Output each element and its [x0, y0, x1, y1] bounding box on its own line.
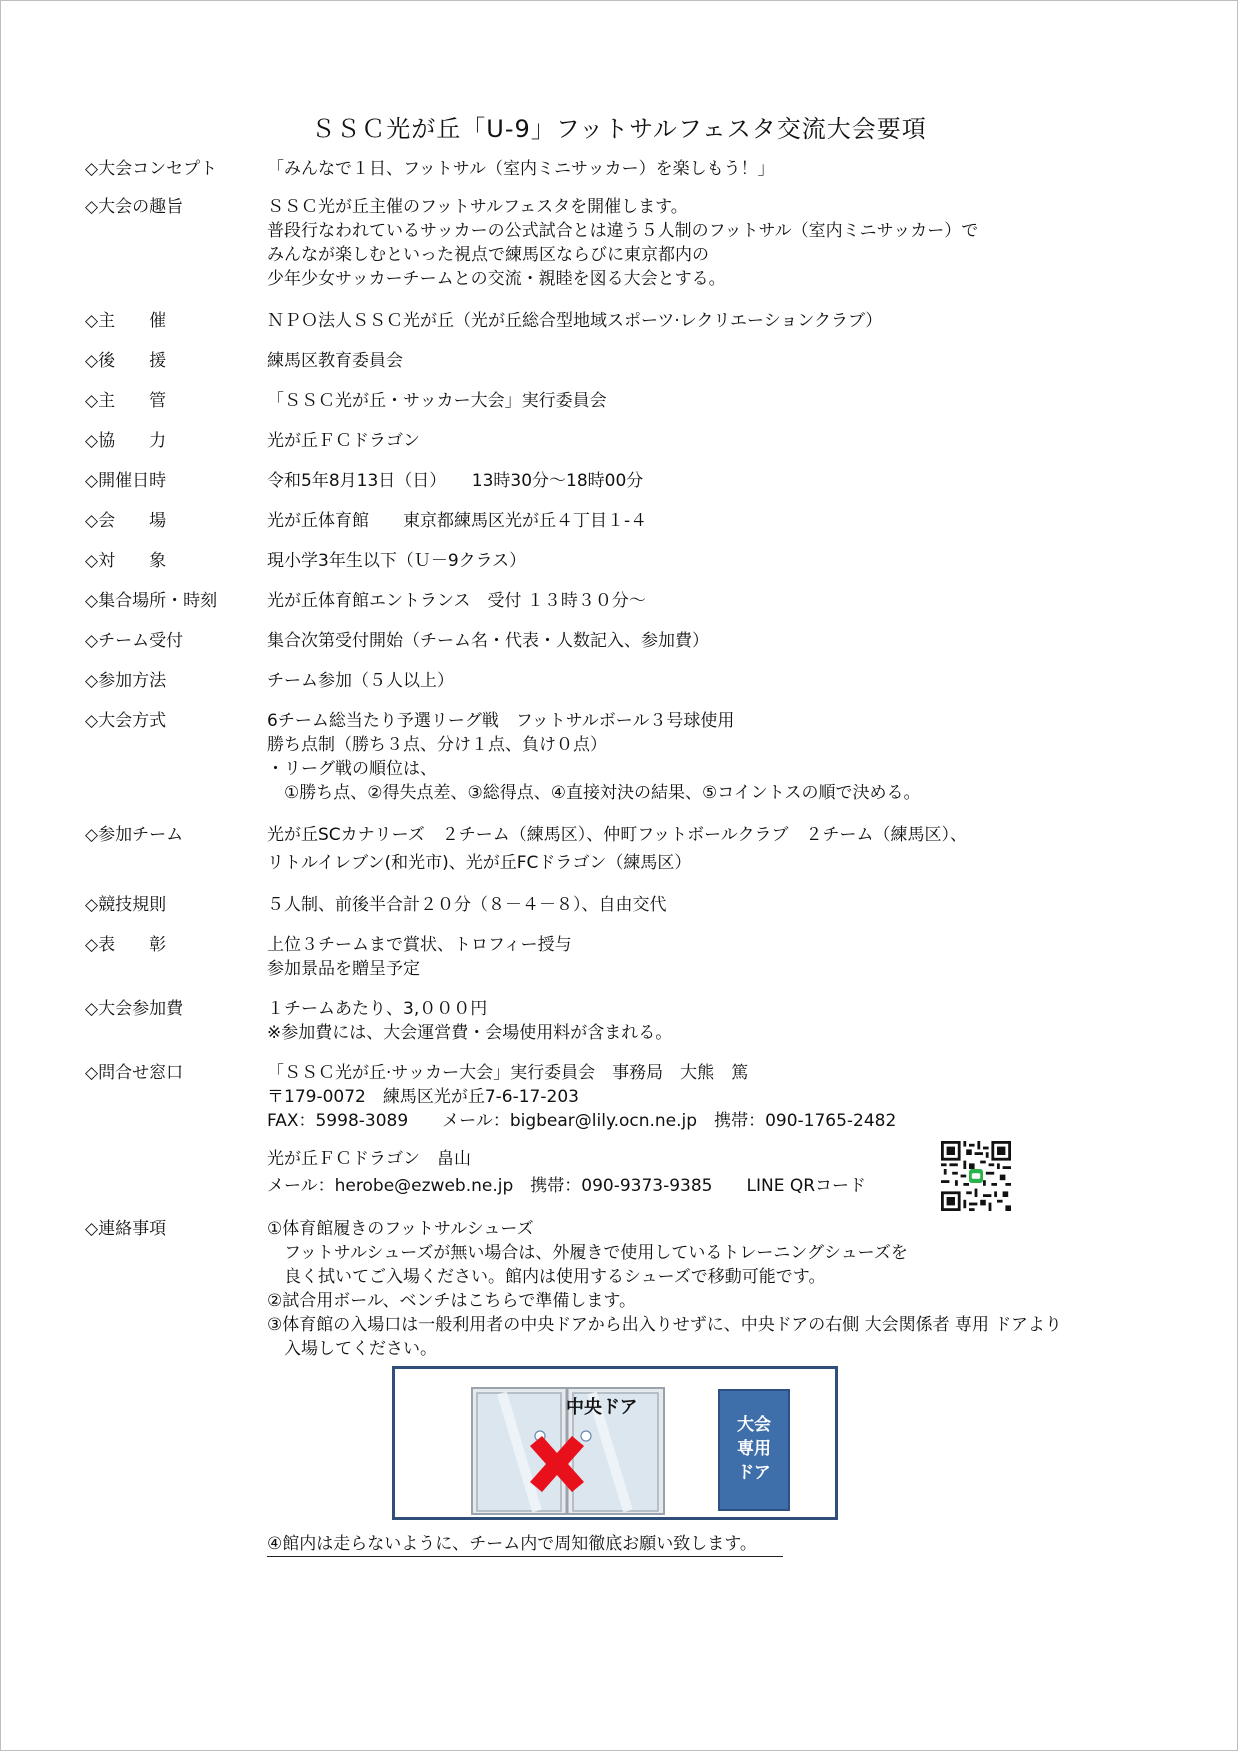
value-line: 上位３チームまで賞状、トロフィー授与 [267, 935, 572, 955]
value-line: 光が丘体育館 東京都練馬区光が丘４丁目１-４ [267, 511, 648, 531]
row-value [267, 823, 967, 875]
value-line: 練馬区教育委員会 [267, 351, 403, 371]
value-line: 現小学3年生以下（Ｕ－9クラス） [267, 551, 527, 571]
row-value [267, 349, 403, 373]
row-value [267, 429, 420, 453]
row-label: ◇連絡事項 [85, 1219, 167, 1239]
row-value [267, 157, 775, 181]
row-value [267, 997, 672, 1045]
value-line: 「ＳＳＣ光が丘・サッカー大会」実行委員会 [267, 391, 607, 411]
value-line: 少年少女サッカーチームとの交流・親睦を図る大会とする。 [267, 269, 726, 289]
value-line: 「みんなで１日、フットサル（室内ミニサッカー）を楽しもう！」 [267, 159, 775, 179]
row-value [267, 709, 921, 805]
row-venue [85, 509, 1165, 533]
value-line: フットサルシューズが無い場合は、外履きで使用しているトレーニングシューズを [267, 1243, 908, 1263]
row-value [267, 549, 526, 573]
value-line: ※参加費には、大会運営費・会場使用料が含まれる。 [267, 1023, 673, 1043]
value-line: 入場してください。 [267, 1339, 437, 1359]
value-line: 集合次第受付開始（チーム名・代表・人数記入、参加費） [267, 631, 709, 651]
row-value [267, 669, 454, 693]
row-datetime [85, 469, 1165, 493]
entrance-door-diagram [392, 1366, 838, 1520]
value-line: ５人制、前後半合計２０分（８－４－８）、自由交代 [267, 895, 667, 915]
row-value [267, 309, 882, 333]
row-concept [85, 157, 1165, 181]
row-label: ◇大会コンセプト [85, 159, 218, 179]
row-teams [85, 823, 1165, 875]
line-qr-code [940, 1141, 1012, 1211]
row-label: ◇協 力 [85, 431, 167, 451]
row-label: ◇後 援 [85, 351, 167, 371]
row-management [85, 389, 1165, 413]
row-team-reception [85, 629, 1165, 653]
center-door-label: 中央ドア [566, 1397, 638, 1418]
row-label: ◇問合せ窓口 [85, 1063, 184, 1083]
event-door-label-3: ドア [737, 1463, 771, 1483]
value-line: リトルイレブン(和光市)、光が丘FCドラゴン（練馬区） [267, 853, 692, 873]
value-line: メール：herobe@ezweb.ne.jp 携帯：090-9373-9385 LINE QRコード [267, 1176, 867, 1196]
document-title: ＳＳＣ光が丘「U-9」フットサルフェスタ交流大会要項 [311, 115, 927, 143]
row-target [85, 549, 1165, 573]
row-label: ◇チーム受付 [85, 631, 184, 651]
value-line: ①勝ち点、②得失点差、③総得点、④直接対決の結果、⑤コイントスの順で決める。 [267, 783, 921, 803]
value-line: 「ＳＳＣ光が丘·サッカー大会」実行委員会 事務局 大熊 篤 [267, 1063, 749, 1083]
row-value [267, 389, 607, 413]
row-label: ◇競技規則 [85, 895, 167, 915]
row-value [267, 1217, 1062, 1361]
row-notes [85, 1217, 1165, 1361]
row-label: ◇表 彰 [85, 935, 167, 955]
row-value [267, 629, 709, 653]
event-only-door [719, 1390, 789, 1510]
value-line: チーム参加（５人以上） [267, 671, 454, 691]
row-cooperation [85, 429, 1165, 453]
row-label: ◇大会方式 [85, 711, 167, 731]
row-format [85, 709, 1165, 805]
value-line: 光が丘SCカナリーズ ２チーム（練馬区）、仲町フットボールクラブ ２チーム（練馬区）、 [267, 825, 967, 845]
value-line: ＳＳＣ光が丘主催のフットサルフェスタを開催します。 [267, 197, 688, 217]
row-organizer [85, 309, 1165, 333]
event-door-label-2: 専用 [737, 1439, 771, 1459]
row-label: ◇大会参加費 [85, 999, 184, 1019]
value-line: 普段行なわれているサッカーの公式試合とは違う５人制のフットサル（室内ミニサッカー）で [267, 221, 979, 241]
event-door-label-1: 大会 [737, 1415, 771, 1435]
row-label: ◇参加方法 [85, 671, 167, 691]
final-note: ④館内は走らないように、チーム内で周知徹底お願い致します。 [267, 1532, 783, 1557]
value-line: 令和5年8月13日（日） 13時30分～18時00分 [267, 471, 644, 491]
value-line: ③体育館の入場口は一般利用者の中央ドアから出入りせずに、中央ドアの右側 大会関係者 専用 ドアより [267, 1315, 1062, 1335]
value-line: 〒179-0072 練馬区光が丘7-6-17-203 [267, 1087, 579, 1107]
value-line: みんなが楽しむといった視点で練馬区ならびに東京都内の [267, 245, 709, 265]
row-label: ◇主 催 [85, 311, 167, 331]
row-value [267, 469, 643, 493]
row-value [267, 509, 647, 533]
value-line: ＮＰＯ法人ＳＳＣ光が丘（光が丘総合型地域スポーツ·レクリエーションクラブ） [267, 311, 883, 331]
row-fee [85, 997, 1165, 1045]
row-label: ◇開催日時 [85, 471, 167, 491]
row-label: ◇参加チーム [85, 825, 184, 845]
row-value [267, 195, 978, 291]
row-rules [85, 893, 1165, 917]
value-line: 参加景品を贈呈予定 [267, 959, 420, 979]
row-label: ◇対 象 [85, 551, 167, 571]
value-line: FAX：5998-3089 メール：bigbear@lily.ocn.ne.jp 携帯：090-1765-2482 [267, 1111, 897, 1131]
value-line: １チームあたり、3,０００円 [267, 999, 488, 1019]
value-line: ①体育館履きのフットサルシューズ [267, 1219, 534, 1239]
row-label: ◇会 場 [85, 511, 167, 531]
row-participation [85, 669, 1165, 693]
row-meeting [85, 589, 1165, 613]
row-purpose [85, 195, 1165, 291]
row-value [267, 589, 646, 613]
value-line: 光が丘ＦＣドラゴン 畠山 [267, 1149, 471, 1169]
value-line: 良く拭いてご入場ください。館内は使用するシューズで移動可能です。 [267, 1267, 826, 1287]
row-label: ◇主 管 [85, 391, 167, 411]
value-line: 光が丘ＦＣドラゴン [267, 431, 420, 451]
row-label: ◇大会の趣旨 [85, 197, 184, 217]
row-label: ◇集合場所・時刻 [85, 591, 218, 611]
value-line: ②試合用ボール、ベンチはこちらで準備します。 [267, 1291, 637, 1311]
value-line: 勝ち点制（勝ち３点、分け１点、負け０点） [267, 735, 607, 755]
value-line: 光が丘体育館エントランス 受付 １３時３０分～ [267, 591, 646, 611]
row-sponsor [85, 349, 1165, 373]
row-value [267, 933, 572, 981]
row-awards [85, 933, 1165, 981]
row-value [267, 1061, 896, 1198]
value-line: ・リーグ戦の順位は、 [267, 759, 437, 779]
row-value [267, 893, 667, 917]
value-line: 6チーム総当たり予選リーグ戦 フットサルボール３号球使用 [267, 711, 735, 731]
